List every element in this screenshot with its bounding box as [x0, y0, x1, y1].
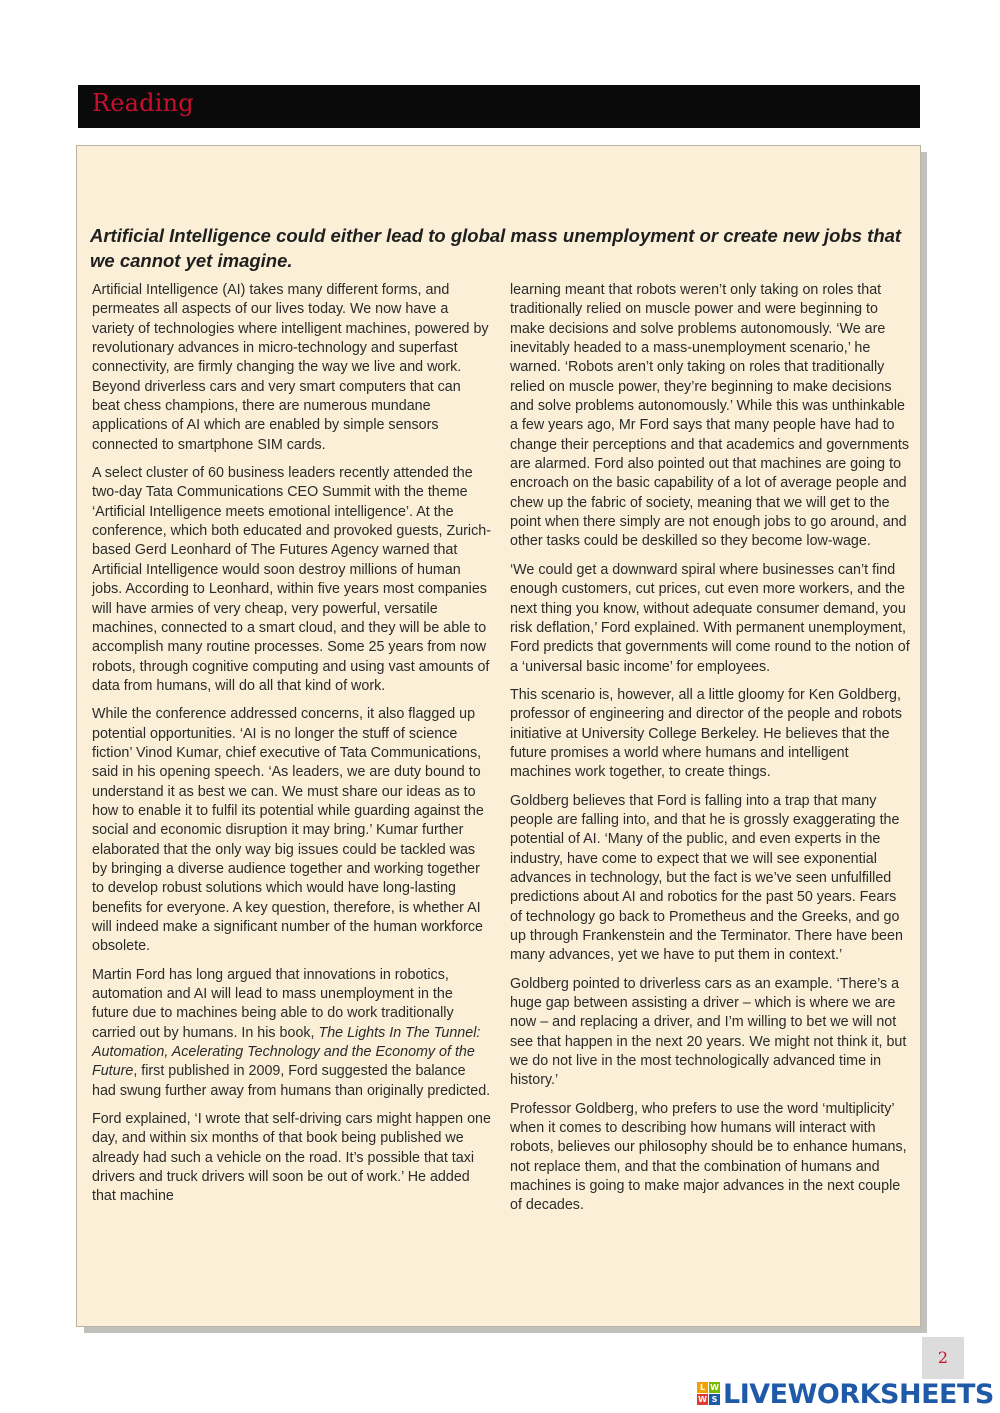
paragraph-text: Martin Ford has long argued that innovations in robotics, automation and AI will lead to mass unemployment in the future due to machines being able to do work traditionally carried out by humans. In his book,: [92, 966, 454, 1041]
paragraph: learning meant that robots weren’t only taking on roles that traditionally relied on muscle power and were beginning to make decisions and solve problems autonomously. ‘We are inevitably headed to a mass-unemployment scenario,’ he warned. ‘Robots aren’t only taking on roles that traditionally relied on muscle power, they’re beginning to make decisions and solve problems autonomously.’ While this was unthinkable a few years ago, Mr Ford says that many people have had to change their perceptions and that academics and governments are alarmed. Ford also pointed out that machines are going to encroach on the basic capability of a lot of average people and chew up the fabric of society, meaning that we will get to the point when there simply are not enough jobs to go around, and other tasks could be deskilled so they become low-wage.: [510, 282, 909, 550]
paragraph: [92, 966, 492, 1101]
logo-tile: W: [710, 1383, 719, 1392]
section-banner: [78, 85, 920, 128]
paragraph: Goldberg believes that Ford is falling into a trap that many people are falling into, and that he is grossly exaggerating the potential of AI. ‘Many of the public, and even experts in the industry, have come to expect that we will see exponential advances in technology, but the fact is we’ve seen unfulfilled predictions about AI and robotics for the past 50 years. Fears of technology go back to Prometheus and the Greeks, and go up through Frankenstein and the Terminator. There have been many advances, yet we have to put them in context.’: [510, 792, 903, 964]
paragraph: A select cluster of 60 business leaders recently attended the two-day Tata Communications CEO Summit with the theme ‘Artificial Intelligence meets emotional intelligence’. At the conference, which both educated and provoked guests, Zurich-based Gerd Leonhard of The Futures Agency warned that Artificial Intelligence would soon destroy millions of human jobs. According to Leonhard, within five years most companies will have armies of very cheap, very powerful, versatile machines, connected to a smart cloud, and they will be able to accomplish many routine processes. Some 25 years from now robots, through cognitive computing and using vast amounts of data from humans, will do all that kind of work.: [92, 465, 491, 694]
paragraph: This scenario is, however, all a little gloomy for Ken Goldberg, professor of engineering and director of the people and robots initiative at University College Berkeley. He believes that the future promises a world where humans and intelligent machines work together, to create things.: [510, 686, 902, 781]
book-title: The Lights In The Tunnel: Automation, Acelerating Technology and the Economy of the Future: [92, 1024, 481, 1080]
left-column: [92, 281, 492, 1216]
paragraph: Goldberg pointed to driverless cars as an example. ‘There’s a huge gap between assisting a driver – which is where we are now – and replacing a driver, and I’m willing to bet we will not see that happen in the next 20 years. We might not think it, but we do not live in the most technologically advanced time in history.’: [510, 975, 907, 1089]
page-number: 2: [937, 1348, 949, 1367]
liveworksheets-logo-icon: [697, 1382, 721, 1406]
logo-tile: W: [698, 1395, 707, 1404]
paragraph: While the conference addressed concerns, it also flagged up potential opportunities. ‘AI is no longer the stuff of science fiction’ Vinod Kumar, chief executive of Tata Communications, said in his opening speech. ‘As leaders, we are duty bound to understand it as best we can. We must share our ideas as to how to enable it to fulfil its potential while guarding against the social and economic disruption it may bring.’ Kumar further elaborated that the only way big issues could be tackled was by bringing a diverse audience together and working together to develop robust solutions which would have long-lasting benefits for everyone. A key question, therefore, is whether AI will indeed make a significant number of the human workforce obsolete.: [92, 706, 484, 955]
section-label: Reading: [92, 89, 194, 117]
liveworksheets-logo: [697, 1378, 994, 1410]
paragraph: Artificial Intelligence (AI) takes many different forms, and permeates all aspects of our lives today. We now have a variety of technologies where intelligent machines, powered by revolutionary advances in micro-technology and superfast connectivity, are firmly changing the way we live and work. Beyond driverless cars and very smart computers that can beat chess champions, there are numerous mundane applications of AI which are enabled by simple sensors connected to smartphone SIM cards.: [92, 282, 489, 453]
paragraph: Professor Goldberg, who prefers to use the word ‘multiplicity’ when it comes to describing how humans will interact with robots, believes our philosophy should be to enhance humans, not replace them, and that the combination of humans and machines is going to make major advances in the next couple of decades.: [510, 1100, 907, 1214]
page-number-box: [922, 1337, 964, 1379]
paragraph: ‘We could get a downward spiral where businesses can’t find enough customers, cut prices, cut even more workers, and the next thing you know, without adequate consumer demand, you risk deflation,’ Ford explained. With permanent unemployment, Ford predicts that governments will come round to the notion of a ‘universal basic income’ for employees.: [510, 561, 910, 675]
liveworksheets-brand: LIVEWORKSHEETS: [723, 1378, 994, 1410]
article-panel: [76, 145, 921, 1327]
right-column: [510, 281, 910, 1225]
paragraph-text: , first published in 2009, Ford suggested the balance had swung further away from humans than originally predicted.: [92, 1063, 491, 1099]
paragraph: Ford explained, ‘I wrote that self-driving cars might happen one day, and within six months of that book being published we already had such a vehicle on the road. It’s possible that taxi drivers and truck drivers will soon be out of work.’ He added that machine: [92, 1111, 491, 1205]
logo-tile: S: [709, 1394, 720, 1405]
article-subtitle: Artificial Intelligence could either lead to global mass unemployment or create new jobs that we cannot yet imagine.: [90, 225, 902, 271]
logo-tile: L: [697, 1382, 708, 1393]
